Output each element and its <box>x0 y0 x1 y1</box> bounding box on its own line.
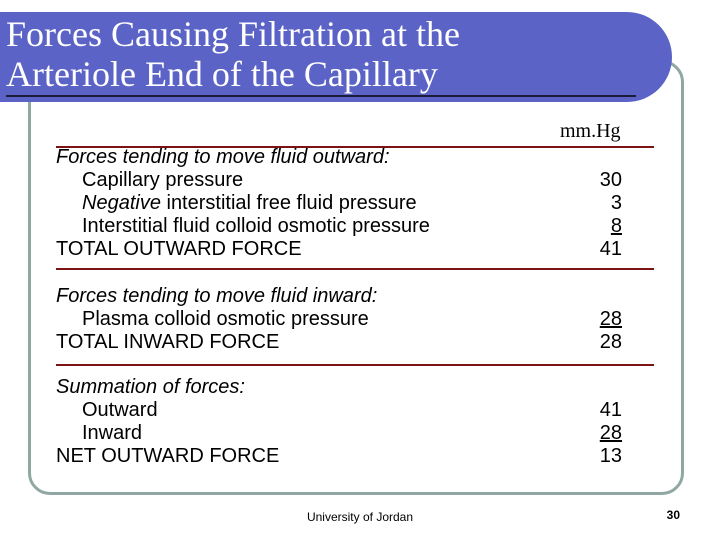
row-outward-label: Outward <box>82 399 158 421</box>
title-underline <box>6 95 636 97</box>
row-plasma-colloid-value <box>572 308 622 331</box>
plasma-colloid-number: 28 <box>599 308 622 330</box>
row-negative-interstitial-value: 3 <box>610 192 622 214</box>
row-inward-label: Inward <box>82 422 143 444</box>
title-line-1: Forces Causing Filtration at the <box>6 14 460 54</box>
negative-rest: interstitial free fluid pressure <box>160 192 417 214</box>
unit-header: mm.Hg <box>560 120 621 142</box>
total-outward-label: TOTAL OUTWARD FORCE <box>56 238 302 260</box>
row-outward-value: 41 <box>599 399 622 421</box>
page-number: 30 <box>666 508 680 522</box>
net-outward-label: NET OUTWARD FORCE <box>56 445 280 467</box>
row-interstitial-colloid-value <box>572 215 622 238</box>
slide-title <box>6 14 460 94</box>
interstitial-colloid-number: 8 <box>610 215 622 237</box>
title-line-2: Arteriole End of the Capillary <box>6 54 438 94</box>
total-outward-value: 41 <box>599 238 622 260</box>
inward-number: 28 <box>599 422 622 444</box>
row-interstitial-colloid-label: Interstitial fluid colloid osmotic pressure <box>82 215 430 237</box>
negative-emphasis: Negative <box>82 192 161 214</box>
total-inward-value: 28 <box>599 331 622 353</box>
net-outward-value: 13 <box>599 445 622 467</box>
row-plasma-colloid-label: Plasma colloid osmotic pressure <box>82 308 369 330</box>
row-capillary-pressure-value: 30 <box>599 169 622 191</box>
row-capillary-pressure-label: Capillary pressure <box>82 169 244 191</box>
total-inward-label: TOTAL INWARD FORCE <box>56 331 280 353</box>
row-negative-interstitial-label <box>82 192 417 215</box>
footer-institution: University of Jordan <box>306 510 414 524</box>
section-outward-heading: Forces tending to move fluid outward: <box>56 146 390 168</box>
row-inward-value <box>572 422 622 445</box>
section-summation-heading: Summation of forces: <box>56 376 245 398</box>
section-1-rule <box>56 268 654 270</box>
section-2-rule <box>56 364 654 366</box>
section-inward-heading: Forces tending to move fluid inward: <box>56 285 378 307</box>
